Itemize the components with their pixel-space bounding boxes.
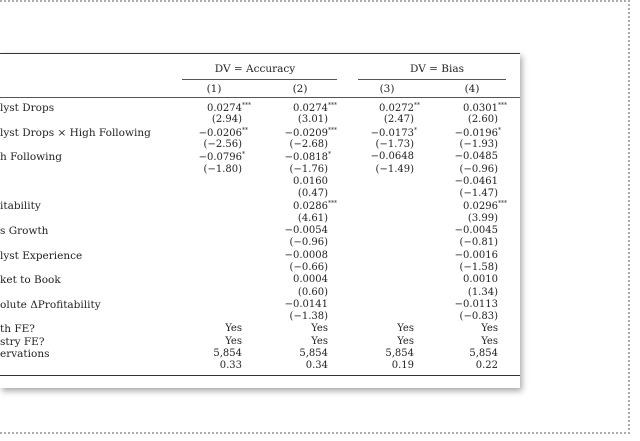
table-cell: 0.0286*** xyxy=(293,200,337,213)
row-label: itability xyxy=(0,200,41,213)
row-label: s Growth xyxy=(0,225,49,237)
table-cell: 0.0274*** xyxy=(207,102,251,114)
significance-stars: *** xyxy=(498,200,507,208)
row-label: ket to Book xyxy=(0,274,61,287)
significance-stars: *** xyxy=(498,102,507,109)
col-header-2: (2) xyxy=(292,83,308,95)
table-cell: 0.0274*** xyxy=(293,102,337,114)
table-cell: 5,854 xyxy=(469,348,498,359)
significance-stars: *** xyxy=(328,200,337,208)
table-cell: Yes xyxy=(481,335,498,347)
table-cell: −0.0045 xyxy=(454,225,498,236)
top-rule xyxy=(0,53,520,54)
significance-stars: * xyxy=(498,126,501,134)
bottom-rule xyxy=(0,375,520,376)
table-cell: 0.0010 xyxy=(463,274,498,286)
table-cell: 0.0004 xyxy=(293,274,328,286)
table-cell: −0.0054 xyxy=(284,225,328,236)
regression-table xyxy=(0,53,520,388)
table-cell: (−2.56) xyxy=(203,138,242,150)
significance-stars: ** xyxy=(242,126,248,134)
table-cell: −0.0173* xyxy=(358,127,424,139)
table-cell: 0.0301*** xyxy=(463,102,507,114)
table-cell: Yes xyxy=(397,323,414,335)
table-cell: −0.0461 xyxy=(454,175,498,187)
table-cell: (−0.66) xyxy=(289,261,328,273)
table-cell: 5,854 xyxy=(299,348,328,359)
table-cell: (3.99) xyxy=(467,212,498,224)
row-label: h Following xyxy=(0,151,63,164)
significance-stars: *** xyxy=(328,102,337,109)
row-label: lyst Experience xyxy=(0,249,83,262)
table-cell: (−0.96) xyxy=(459,163,498,175)
row-label: olute ΔProfitability xyxy=(0,298,101,311)
table-cell: 0.19 xyxy=(391,360,414,372)
significance-stars: ** xyxy=(414,102,420,109)
table-cell: 0.0160 xyxy=(293,175,328,187)
table-cell: −0.0008 xyxy=(284,249,328,261)
significance-stars: * xyxy=(328,151,331,159)
table-cell: (−1.93) xyxy=(459,138,498,150)
table-cell: Yes xyxy=(481,323,498,335)
group-header-bias: DV = Bias xyxy=(409,63,464,75)
table-cell: (2.60) xyxy=(467,114,498,126)
table-cell: (−1.73) xyxy=(375,138,414,150)
table-cell: −0.0209*** xyxy=(284,126,337,139)
table-cell: −0.0196* xyxy=(442,127,508,139)
table-cell: Yes xyxy=(225,335,242,347)
table-cell: (−1.58) xyxy=(459,261,498,273)
table-cell: −0.0141 xyxy=(284,298,328,310)
table-cell: (3.01) xyxy=(297,114,328,126)
table-cell: Yes xyxy=(397,335,414,347)
col-header-1: (1) xyxy=(206,83,222,95)
table-cell: Yes xyxy=(225,323,242,335)
table-cell: 5,854 xyxy=(385,348,414,359)
table-cell: −0.0485 xyxy=(454,151,498,163)
table-cell: (4.61) xyxy=(297,212,328,224)
group-header-accuracy: DV = Accuracy xyxy=(214,63,296,75)
table-cell: (−1.47) xyxy=(459,188,498,200)
table-cell: 0.33 xyxy=(219,360,242,372)
table-cell: (2.94) xyxy=(211,114,242,126)
table-cell: −0.0113 xyxy=(454,298,498,310)
table-cell: −0.0206** xyxy=(186,127,252,139)
table-cell: −0.0648 xyxy=(370,151,414,163)
table-cell: Yes xyxy=(311,323,328,335)
table-cell: (1.34) xyxy=(467,286,498,298)
significance-stars: * xyxy=(242,151,245,159)
row-label: ervations xyxy=(0,348,50,360)
table-cell: (−1.80) xyxy=(203,163,242,175)
table-cell: −0.0818* xyxy=(272,151,338,163)
col-header-4: (4) xyxy=(464,83,480,95)
table-cell: (−0.81) xyxy=(459,237,498,249)
table-cell: 0.0272** xyxy=(358,102,424,114)
table-cell: 0.22 xyxy=(475,360,498,372)
table-cell: (−2.68) xyxy=(289,138,328,150)
row-label: lyst Drops xyxy=(0,102,55,114)
row-label: lyst Drops × High Following xyxy=(0,126,151,139)
table-cell: (−0.96) xyxy=(289,237,328,249)
table-cell: 0.0296*** xyxy=(463,200,507,213)
table-cell: (−1.49) xyxy=(375,163,414,175)
table-cell: 5,854 xyxy=(213,348,242,359)
significance-stars: *** xyxy=(242,102,251,109)
table-cell: (−1.76) xyxy=(289,163,328,175)
table-cell: 0.34 xyxy=(305,360,328,372)
row-label: th FE? xyxy=(0,323,35,336)
table-cell: −0.0016 xyxy=(454,249,498,261)
table-cell: (2.47) xyxy=(383,114,414,126)
table-cell: −0.0796* xyxy=(186,151,252,163)
table-cell: (0.47) xyxy=(297,188,328,200)
row-label: stry FE? xyxy=(0,335,45,348)
significance-stars: *** xyxy=(328,126,337,134)
group-rule-bias xyxy=(358,79,506,80)
table-cell: (0.60) xyxy=(297,286,328,298)
table-cell: (−0.83) xyxy=(459,311,498,323)
table-cell: Yes xyxy=(311,335,328,347)
header-rule xyxy=(0,97,520,98)
significance-stars: * xyxy=(414,126,417,134)
table-cell: (−1.38) xyxy=(289,311,328,323)
group-rule-accuracy xyxy=(182,79,337,80)
col-header-3: (3) xyxy=(379,83,395,95)
